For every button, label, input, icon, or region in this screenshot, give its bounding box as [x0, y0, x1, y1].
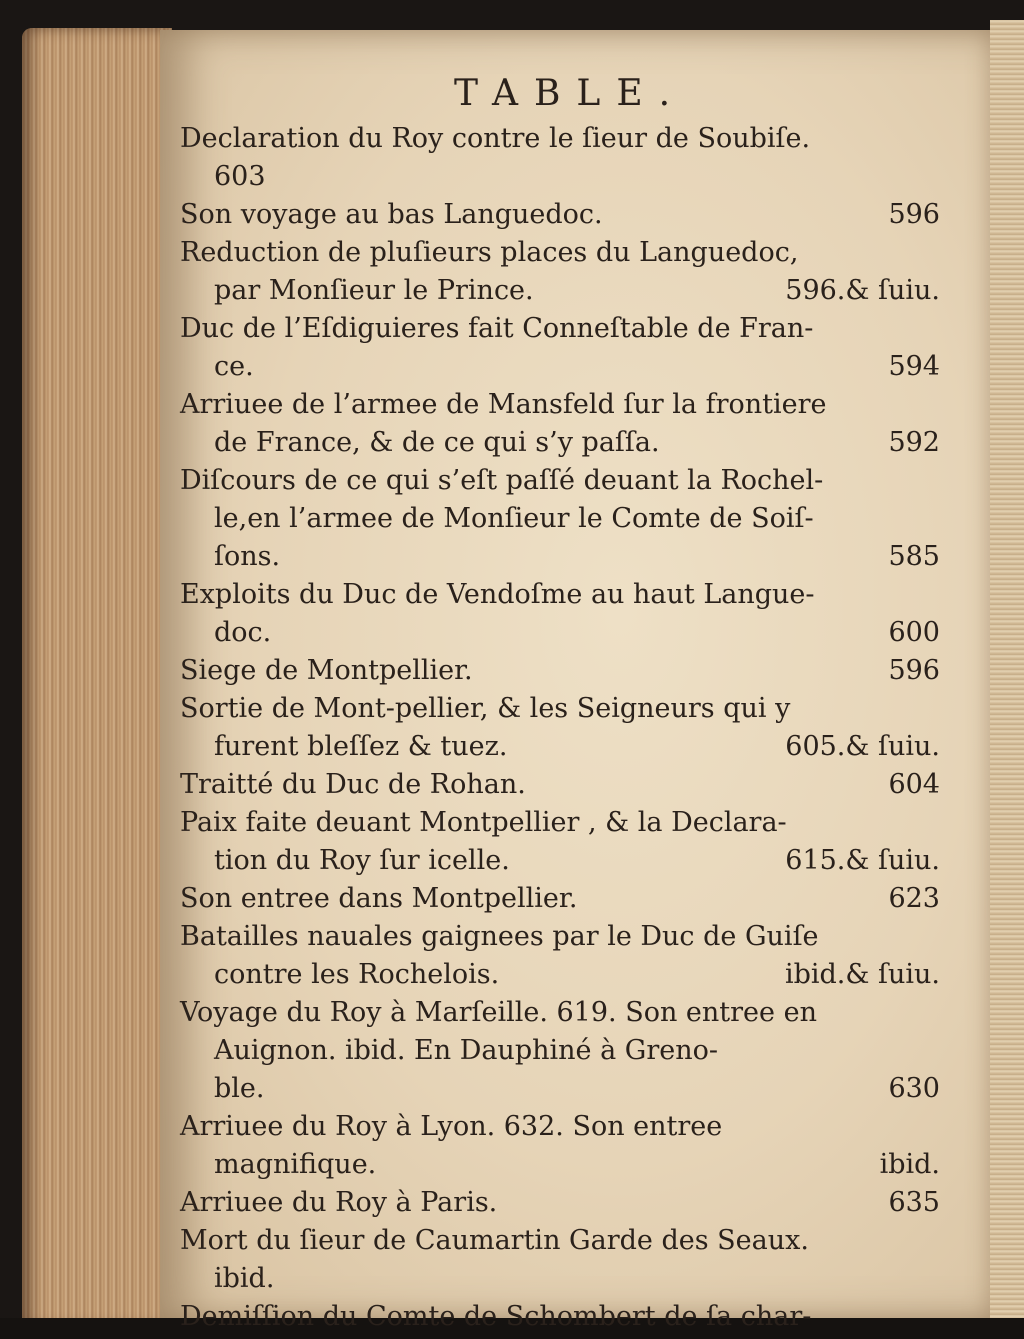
entry-text: Auignon. ibid. En Dauphiné à Greno-	[214, 1035, 718, 1066]
entry-page-ref: 615.& ſuiu.	[785, 845, 940, 876]
entry-page-ref: ibid.& ſuiu.	[784, 959, 940, 990]
entry-text: doc.	[214, 617, 272, 648]
toc-entry	[180, 120, 960, 196]
entry-line	[180, 576, 960, 614]
entry-line	[180, 272, 960, 310]
toc-entry	[180, 462, 960, 576]
toc-entry	[180, 880, 960, 918]
page-stack-edge	[990, 20, 1024, 1339]
entry-page-ref: ibid.	[879, 1149, 940, 1180]
entry-line	[180, 1108, 960, 1146]
entry-text: contre les Rochelois.	[214, 959, 500, 990]
entry-text: magnifique.	[214, 1149, 377, 1180]
entry-text: Paix faite deuant Montpellier , & la Declara-	[180, 807, 787, 838]
entry-text: Declaration du Roy contre le ſieur de Soubiſe.	[180, 123, 811, 154]
entry-line	[180, 120, 960, 158]
entry-line	[180, 348, 960, 386]
toc-entry	[180, 234, 960, 310]
entry-page-ref: 630	[888, 1073, 940, 1104]
entry-line	[180, 538, 960, 576]
entry-text: Demiſſion du Comte de Schombert de ſa char-	[180, 1301, 812, 1332]
toc-entry	[180, 994, 960, 1108]
entry-line	[180, 804, 960, 842]
entry-page-ref: 604	[888, 769, 940, 800]
entry-page-ref: 605.& ſuiu.	[785, 731, 940, 762]
book-fore-edge	[22, 28, 172, 1328]
entry-line	[180, 196, 960, 234]
toc-entry	[180, 310, 960, 386]
entry-text: Siege de Montpellier.	[180, 655, 473, 686]
entry-page-ref: 600	[888, 617, 940, 648]
toc-entry	[180, 804, 960, 880]
toc-entry	[180, 652, 960, 690]
entry-text: Reduction de pluſieurs places du Languedoc,	[180, 237, 799, 268]
entry-line	[180, 956, 960, 994]
entry-line	[180, 766, 960, 804]
entry-line	[180, 310, 960, 348]
entry-line	[180, 500, 960, 538]
entry-line	[180, 234, 960, 272]
entry-text: Arriuee du Roy à Paris.	[180, 1187, 498, 1218]
entry-text: Voyage du Roy à Marſeille. 619. Son entree en	[180, 997, 817, 1028]
entry-text: par Monſieur le Prince.	[214, 275, 534, 306]
toc-entry	[180, 576, 960, 652]
entry-text: Son voyage au bas Languedoc.	[180, 199, 603, 230]
entry-text: de France, & de ce qui s’y paſſa.	[214, 427, 660, 458]
toc-entry	[180, 196, 960, 234]
entry-text: ibid.	[214, 1263, 275, 1294]
entry-text: 603	[214, 161, 266, 192]
entry-text: ce.	[214, 351, 254, 382]
entry-line	[180, 1298, 960, 1336]
table-of-contents	[180, 70, 960, 1332]
entry-line	[180, 690, 960, 728]
entry-line	[180, 994, 960, 1032]
entry-text: tion du Roy ſur icelle.	[214, 845, 510, 876]
entry-line	[180, 652, 960, 690]
entry-line	[180, 918, 960, 956]
entry-page-ref: 596	[888, 655, 940, 686]
entry-line	[180, 1184, 960, 1222]
entry-text: Duc de l’Eſdiguieres fait Conneſtable de Fran-	[180, 313, 814, 344]
entry-text: Mort du ſieur de Caumartin Garde des Seaux.	[180, 1225, 809, 1256]
entry-text: Son entree dans Montpellier.	[180, 883, 578, 914]
entry-text: ſons.	[214, 541, 281, 572]
entry-page-ref: 585	[888, 541, 940, 572]
entry-text: Exploits du Duc de Vendoſme au haut Langue-	[180, 579, 815, 610]
entry-text: Arriuee du Roy à Lyon. 632. Son entree	[180, 1111, 723, 1142]
entry-page-ref: 594	[888, 351, 940, 382]
toc-entry	[180, 386, 960, 462]
entry-text: Traitté du Duc de Rohan.	[180, 769, 526, 800]
entry-line	[180, 158, 960, 196]
toc-entry	[180, 1298, 960, 1336]
entry-text: Arriuee de l’armee de Mansfeld ſur la frontiere	[180, 389, 827, 420]
entry-line	[180, 424, 960, 462]
toc-entry	[180, 918, 960, 994]
entry-text: ble.	[214, 1073, 265, 1104]
entry-line	[180, 1070, 960, 1108]
entry-page-ref: 635	[888, 1187, 940, 1218]
entry-page-ref: 623	[888, 883, 940, 914]
entry-line	[180, 728, 960, 766]
toc-entry	[180, 1222, 960, 1298]
entry-line	[180, 880, 960, 918]
entry-line	[180, 1222, 960, 1260]
entry-line	[180, 1146, 960, 1184]
entry-list	[180, 120, 960, 1336]
entry-text: Diſcours de ce qui s’eſt paſſé deuant la Rochel-	[180, 465, 824, 496]
entry-page-ref: 592	[888, 427, 940, 458]
entry-page-ref: 596.& ſuiu.	[785, 275, 940, 306]
toc-entry	[180, 1108, 960, 1184]
entry-text: Sortie de Mont-pellier, & les Seigneurs qui y	[180, 693, 791, 724]
toc-entry	[180, 1184, 960, 1222]
entry-line	[180, 1032, 960, 1070]
entry-line	[180, 462, 960, 500]
entry-text: Batailles nauales gaignees par le Duc de Guiſe	[180, 921, 819, 952]
entry-line	[180, 842, 960, 880]
entry-line	[180, 614, 960, 652]
entry-line	[180, 386, 960, 424]
toc-entry	[180, 690, 960, 766]
entry-text: le,en l’armee de Monſieur le Comte de Soiſ-	[214, 503, 814, 534]
entry-line	[180, 1260, 960, 1298]
toc-entry	[180, 766, 960, 804]
entry-text: furent bleſſez & tuez.	[214, 731, 508, 762]
entry-page-ref: 596	[888, 199, 940, 230]
page-title: TABLE.	[453, 73, 687, 114]
